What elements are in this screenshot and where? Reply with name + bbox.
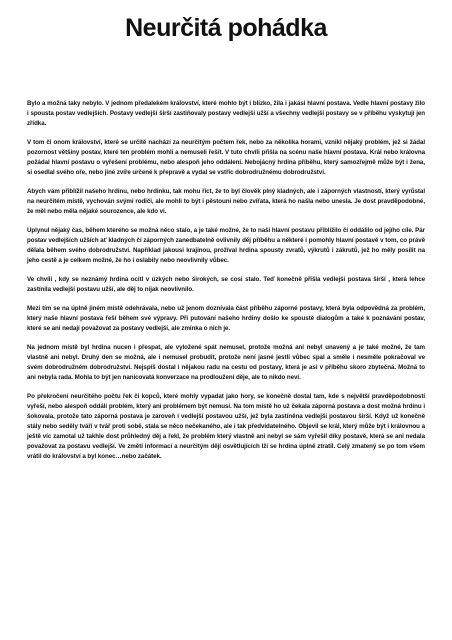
paragraph: Uplynul nějaký čas, během kterého se možná něco stalo, a je také možné, že to naší hlavní postavu přiblížilo či oddálilo od jejího cíle. Pár postav vedlejších užších ať kladných či záporných zanedbatelně ovlivnily děj příběhu a některé i pomohly hlavní postavě v tom, co právě dělala během svého dobrodružství. Například jakousi krajinou, prožíval hrdina spousty zvratů, výkrutů i zákrutů, jež ho měly posílit na jeho cestě a je celkem možné, že ho i oslabily nebo neovlivnily vůbec. — [27, 227, 425, 264]
paragraph: Abych vám přiblížil našeho hrdinu, nebo hrdinku, tak mohu říct, že to byl člověk plný kladných, ale i záporných vlastností, který vyrůstal na neurčitém místě, vychován svými rodiči, ale mohli to být i pěstouni nebo zvířata, která ho našla nebo unesla. Je dost pravděpodobné, že měl nebo měla nějaké sourozence, ale kdo ví. — [27, 188, 425, 215]
paragraph: Po překročení neurčitého počtu řek či kopců, které mohly vypadat jako hory, se konečně dostal tam, kde s největší pravděpodobností vyřeší, nebo alespoň oddálí problém, který ani problémem být nemusí. Na tom místě ho už čekala záporná postava a dost možná hrdinu i šokovala, protože tato záporná postava je zároveň i vedlejší postavou užší, jež byla zastíněna vedlejší postavou širší. Když už konečně stály nebo seděly tváří v tvář proti sobě, stala se něco nečekaného, ale i tak předvídatelného. Objevil se král, který může být i královnou a ještě víc zamotal už takhle dost průhledný děj a řekl, že problém který vlastně ani nebyl se sám vyřešil díky postavě, která se ani nedala považovat za postavu vedlejší. Ve změtí informací a neurčitým dějí osvětlujících lží se hrdina úplně ztratil. Celý zmatený se po tom všem vrátil do království a byl konec…nebo začátek. — [27, 393, 425, 460]
paragraph: Na jednom místě byl hrdina nucen i přespat, ale vyložené spát nemusel, protože možná ani nebyl unavený a je také možné, že tam vlastně ani nebyl. Druhý den se možná, ale i nemusel probudit, protože není jasné jestli vůbec spal a směle i nesměle pokračoval ve svém dobrodružném dobrodružství. Nejspíš dostal i nějakou radu na cestu od postavy, která je asi v příběhu skoro zbytečná. Možná to ani nebyla rada. Mohla to být jen nanicovatá konverzace na prodloužení děje, ale to nikdo neví. — [27, 344, 425, 381]
paragraph: Bylo a možná taky nebylo. V jednom předalekém království, které mohlo být i blízko, žila i jakási hlavní postava. Vedle hlavní postavy žilo i spousta postav vedlejších. Postavy vedlejší širší zastiňovaly postavy vedlejší užší a všechny vedlejší postavy se v příběhu vyskytují jen zřídka. — [27, 100, 425, 127]
paragraph: Ve chvíli , kdy se neznámý hrdina ocitl v úzkých nebo širokých, se cosi stalo. Teď konečně přišla vedlejší postava širší , která lehce zastínila vedlejší postavu užší, ale děj to nijak neovlivnilo. — [27, 276, 425, 293]
paragraph: Mezi tím se na úplně jiném místě odehrávala, nebo už jenom doznívala část příběhu záporné postavy, která byla odpovědná za problém, který naše hlavní postava řeší během své výpravy. Při putování našeho hrdiny došlo ke spoustě dialogům a také k poznávání postav, které se ani nedají považovat za postavy vedlejší, ale zmínka o nich je. — [27, 305, 425, 332]
document-body — [27, 99, 425, 462]
paragraph: V tom či onom království, které se určitě nachází za neurčitým počtem řek, nebo za několika horami, vznikl nějaký problém, jež si žádal pozornost většiny postav, které ten problém mohli a nemuseli řešit. V tuto chvíli přišla na scénu naše hlavní postava. Král nebo královna požádal hlavní postavu o vyřešení problému, nebo alespoň jeho oddálení. Nebojácný hrdina příběhu, který samozřejmě může být i žena, si osedlal svého oře, nebo jiné zvíře určené k přepravě a vydal se vstříc dobrodružnému dobrodružství. — [27, 139, 425, 176]
document-title: Neurčitá pohádka — [125, 14, 327, 42]
